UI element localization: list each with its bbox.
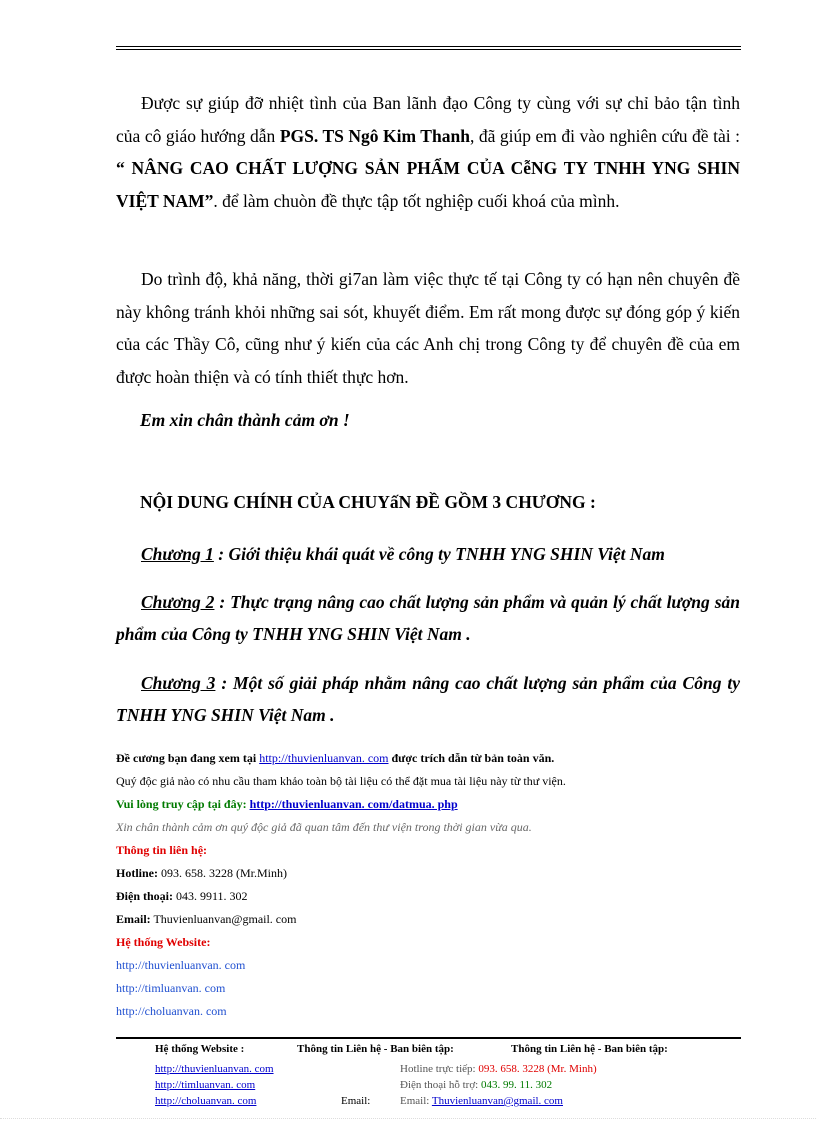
notice-line-2: Quý độc giả nào có nhu cầu tham khảo toàn bộ tài liệu có thể đặt mua tài liệu này từ thư viện. [116,774,566,788]
footer-rule [116,1037,741,1039]
contact-hotline: Hotline: 093. 658. 3228 (Mr.Minh) [116,866,287,880]
website-link-1[interactable]: http://thuvienluanvan. com [116,958,246,972]
page-edge [0,1118,816,1120]
notice-link-home[interactable]: http://thuvienluanvan. com [259,751,389,765]
notice-link-order[interactable]: http://thuvienluanvan. com/datmua. php [249,797,458,811]
header-rule-bottom [116,49,741,50]
header-rule-top [116,46,741,47]
footer-contact [400,1061,597,1109]
advisor-name: PGS. TS Ngô Kim Thanh [279,125,470,146]
contents-heading: NỘI DUNG CHÍNH CỦA CHUYấN ĐỀ GỒM 3 CHƯƠNG : [140,492,596,512]
website-link-2[interactable]: http://timluanvan. com [116,981,226,995]
website-link-3[interactable]: http://choluanvan. com [116,1004,227,1018]
footer-site-1[interactable]: http://thuvienluanvan. com [155,1063,274,1075]
footer-hotline: Hotline trực tiếp: 093. 658. 3228 (Mr. Minh) [400,1063,597,1075]
footer-col1-title: Hệ thống Website : [155,1043,245,1055]
chapter-1: Chương 1 : Giới thiệu khái quát về công ty TNHH YNG SHIN Việt Nam [141,544,665,564]
chapter-2: Chương 2 : Thực trạng nâng cao chất lượng sản phẩm và quản lý chất lượng sản phẩm của Công ty TNHH YNG SHIN Việt Nam . [116,592,740,644]
footer-sites [155,1061,274,1109]
footer-email: Email: Thuvienluanvan@gmail. com [400,1095,563,1107]
footer-col3-title: Thông tin Liên hệ - Ban biên tập: [511,1043,668,1055]
website-title: Hệ thống Website: [116,935,211,949]
thanks-line: Em xin chân thành cảm ơn ! [140,410,350,430]
intro-paragraph-1: Được sự giúp đỡ nhiệt tình của Ban lãnh đạo Công ty cùng với sự chỉ bảo tận tình của cô giáo hướng dẫn PGS. TS Ngô Kim Thanh, đã giúp em đi vào nghiên cứu đề tài : “ NÂNG CAO CHẤT LƯỢNG SẢN PHẨM CỦA CễNG TY TNHH YNG SHIN VIỆT NAM”. để làm chuòn đề thực tập tốt nghiệp cuối khoá của mình. [116,93,740,211]
intro-paragraph-2: Do trình độ, khả năng, thời gi7an làm việc thực tế tại Công ty có hạn nên chuyên đề này không tránh khỏi những sai sót, khuyết điểm. Em rất mong được sự đóng góp ý kiến của các Thầy Cô, cũng như ý kiến của các Anh chị trong Công ty để chuyên đề của em được hoàn thiện và có tính thiết thực hơn. [116,269,740,387]
notice-block [116,747,736,1023]
chapter-3: Chương 3 : Một số giải pháp nhằm nâng cao chất lượng sản phẩm của Công ty TNHH YNG SHIN Việt Nam . [116,673,740,725]
contact-phone: Điện thoại: 043. 9911. 302 [116,889,248,903]
thesis-title: “ NÂNG CAO CHẤT LƯỢNG SẢN PHẨM CỦA CễNG TY TNHH YNG SHIN VIỆT NAM” [116,158,740,211]
notice-line-1: Đề cương bạn đang xem tại http://thuvienluanvan. com được trích dẫn từ bản toàn văn. [116,751,555,765]
contact-title: Thông tin liên hệ: [116,843,208,857]
notice-line-3: Vui lòng truy cập tại đây: http://thuvienluanvan. com/datmua. php [116,797,458,811]
footer-site-3[interactable]: http://choluanvan. com [155,1095,257,1107]
footer-col2-title: Thông tin Liên hệ - Ban biên tập: [297,1043,454,1055]
notice-line-4: Xin chân thành cảm ơn quý độc giả đã quan tâm đến thư viện trong thời gian vừa qua. [116,820,532,834]
contact-email: Email: Thuvienluanvan@gmail. com [116,912,297,926]
footer-site-2[interactable]: http://timluanvan. com [155,1079,256,1091]
footer-phone: Điện thoại hỗ trợ: 043. 99. 11. 302 [400,1079,553,1091]
footer-email-mid: Email: [341,1095,371,1107]
